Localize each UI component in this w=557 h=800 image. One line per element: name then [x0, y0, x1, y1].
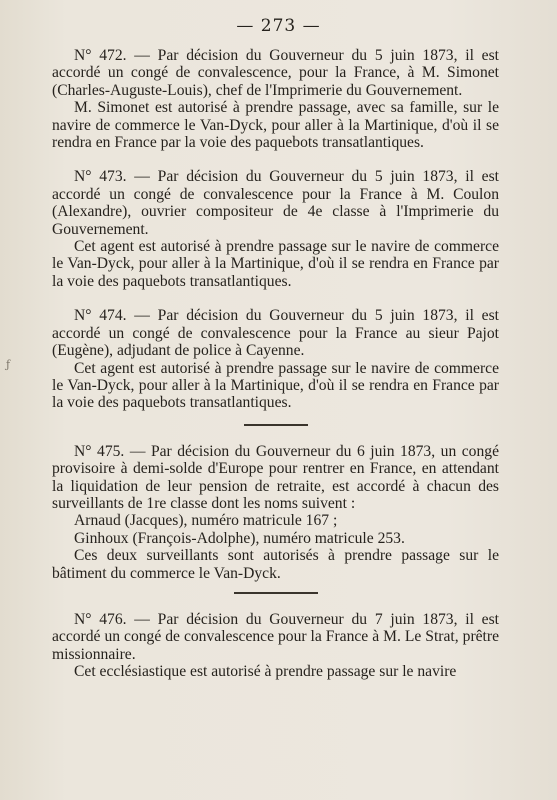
- entry-476-heading: N° 476. — Par décision du Gouverneur du 7 juin 1873, il est accordé un congé de convalescence pour la France à M. Le Strat, prêtre missionnaire.: [52, 610, 499, 663]
- entry-476-body: Cet ecclésiastique est autorisé à prendre passage sur le navire: [74, 663, 457, 681]
- page-number: — 273 —: [236, 16, 321, 36]
- entry-475-heading: N° 475. — Par décision du Gouverneur du 6 juin 1873, un congé provisoire à demi-solde d'Europe pour rentrer en France, en attendant la liquidation de leur pension de retraite, est accordé à chacun des surveillants de 1re classe dont les noms suivent :: [52, 442, 499, 512]
- body-text: [52, 47, 499, 681]
- entry-472-heading: N° 472. — Par décision du Gouverneur du 5 juin 1873, il est accordé un congé de convalescence, pour la France, à M. Simonet (Charles-Auguste-Louis), chef de l'Imprimerie du Gouvernement.: [52, 47, 499, 99]
- section-separator: [244, 424, 308, 426]
- entry-475-name-1: Arnaud (Jacques), numéro matricule 167 ;: [74, 512, 338, 530]
- section-separator: [234, 592, 318, 594]
- entry-473-heading: N° 473. — Par décision du Gouverneur du 5 juin 1873, il est accordé un congé de convalescence pour la France à M. Coulon (Alexandre), ouvrier compositeur de 4e classe à l'Imprimerie du Gouvernement.: [52, 168, 499, 238]
- entry-473-body: Cet agent est autorisé à prendre passage sur le navire de commerce le Van-Dyck, pour aller à la Martinique, d'où il se rendra en France par la voie des paquebots transatlantiques.: [52, 238, 499, 290]
- entry-475-name-2: Ginhoux (François-Adolphe), numéro matricule 253.: [74, 529, 405, 547]
- entry-475-body: Ces deux surveillants sont autorisés à prendre passage sur le bâtiment du commerce le Van-Dyck.: [52, 547, 499, 582]
- margin-mark: ƒ: [6, 358, 11, 371]
- entry-474-heading: N° 474. — Par décision du Gouverneur du 5 juin 1873, il est accordé un congé de convalescence pour la France au sieur Pajot (Eugène), adjudant de police à Cayenne.: [52, 307, 499, 360]
- entry-474-body: Cet agent est autorisé à prendre passage sur le navire de commerce le Van-Dyck, pour aller à la Martinique, d'où il se rendra en France par la voie des paquebots transatlantiques.: [52, 359, 499, 412]
- entry-472-body: M. Simonet est autorisé à prendre passage, avec sa famille, sur le navire de commerce le Van-Dyck, pour aller à la Martinique, d'où il se rendra en France par la voie des paquebots transatlantiques.: [52, 99, 499, 152]
